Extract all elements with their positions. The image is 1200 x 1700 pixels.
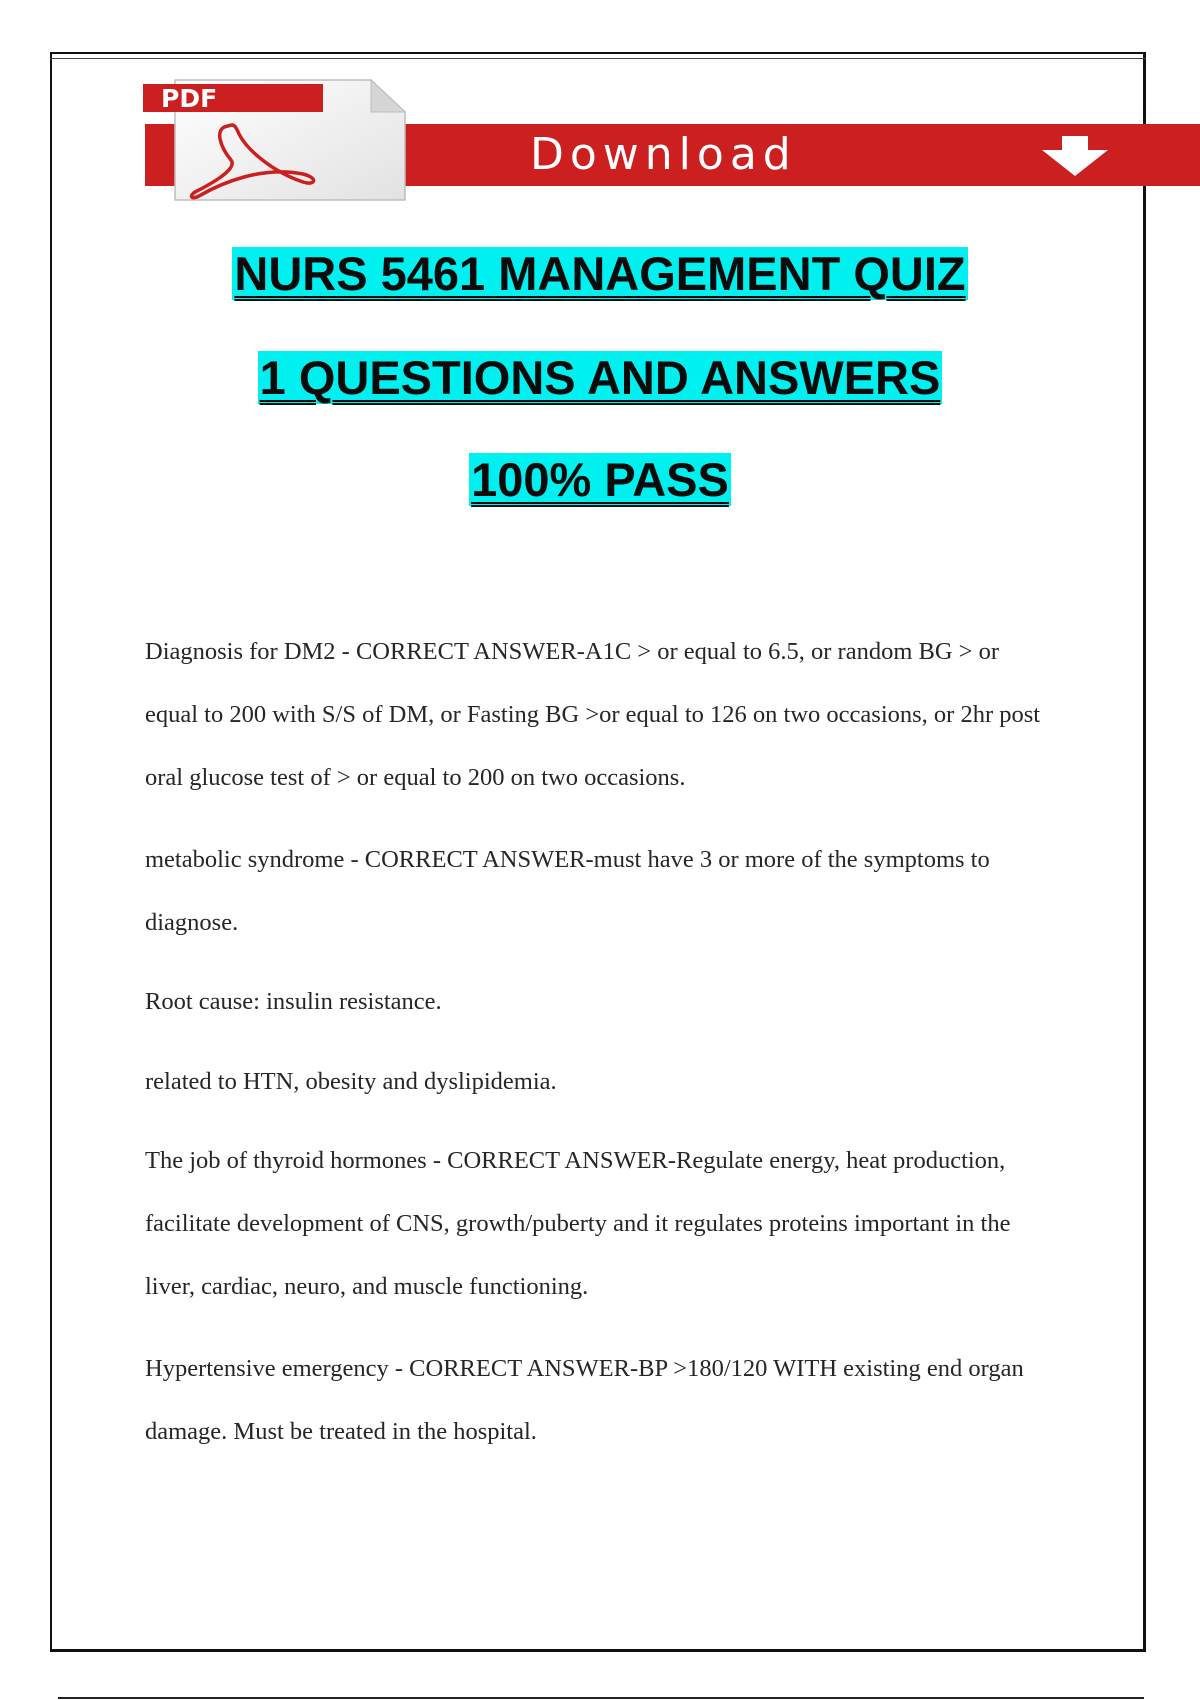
paragraph-metabolic-syndrome: metabolic syndrome - CORRECT ANSWER-must have 3 or more of the symptoms to diagnose. xyxy=(145,846,990,936)
bottom-rule xyxy=(58,1697,1144,1699)
title-line-3: 100% PASS xyxy=(471,453,729,506)
title-line-2: 1 QUESTIONS AND ANSWERS xyxy=(259,351,941,404)
paragraph-thyroid-hormones: The job of thyroid hormones - CORRECT ANSWER-Regulate energy, heat production, facilitate development of CNS, growth/puberty and it regulates proteins important in the liver, cardiac, neuro, and muscle functioning. xyxy=(145,1147,1011,1300)
paragraph-root-cause: Root cause: insulin resistance. xyxy=(145,988,442,1015)
title-line-1: NURS 5461 MANAGEMENT QUIZ xyxy=(234,247,966,300)
paragraph-dm2-diagnosis: Diagnosis for DM2 - CORRECT ANSWER-A1C > or equal to 6.5, or random BG > or equal to 200 with S/S of DM, or Fasting BG >or equal to 126 on two occasions, or 2hr post oral glucose test of > or equal to 200 on two occasions. xyxy=(145,638,1041,791)
paragraph-related-conditions: related to HTN, obesity and dyslipidemia. xyxy=(145,1068,557,1095)
download-label[interactable]: Download xyxy=(530,129,797,180)
pdf-file-icon xyxy=(143,78,413,202)
frame-top-line xyxy=(50,58,1146,59)
paragraph-hypertensive-emergency: Hypertensive emergency - CORRECT ANSWER-BP >180/120 WITH existing end organ damage. Must be treated in the hospital. xyxy=(145,1355,1024,1445)
pdf-label: PDF xyxy=(161,84,218,113)
download-arrow-icon[interactable] xyxy=(1036,134,1114,178)
